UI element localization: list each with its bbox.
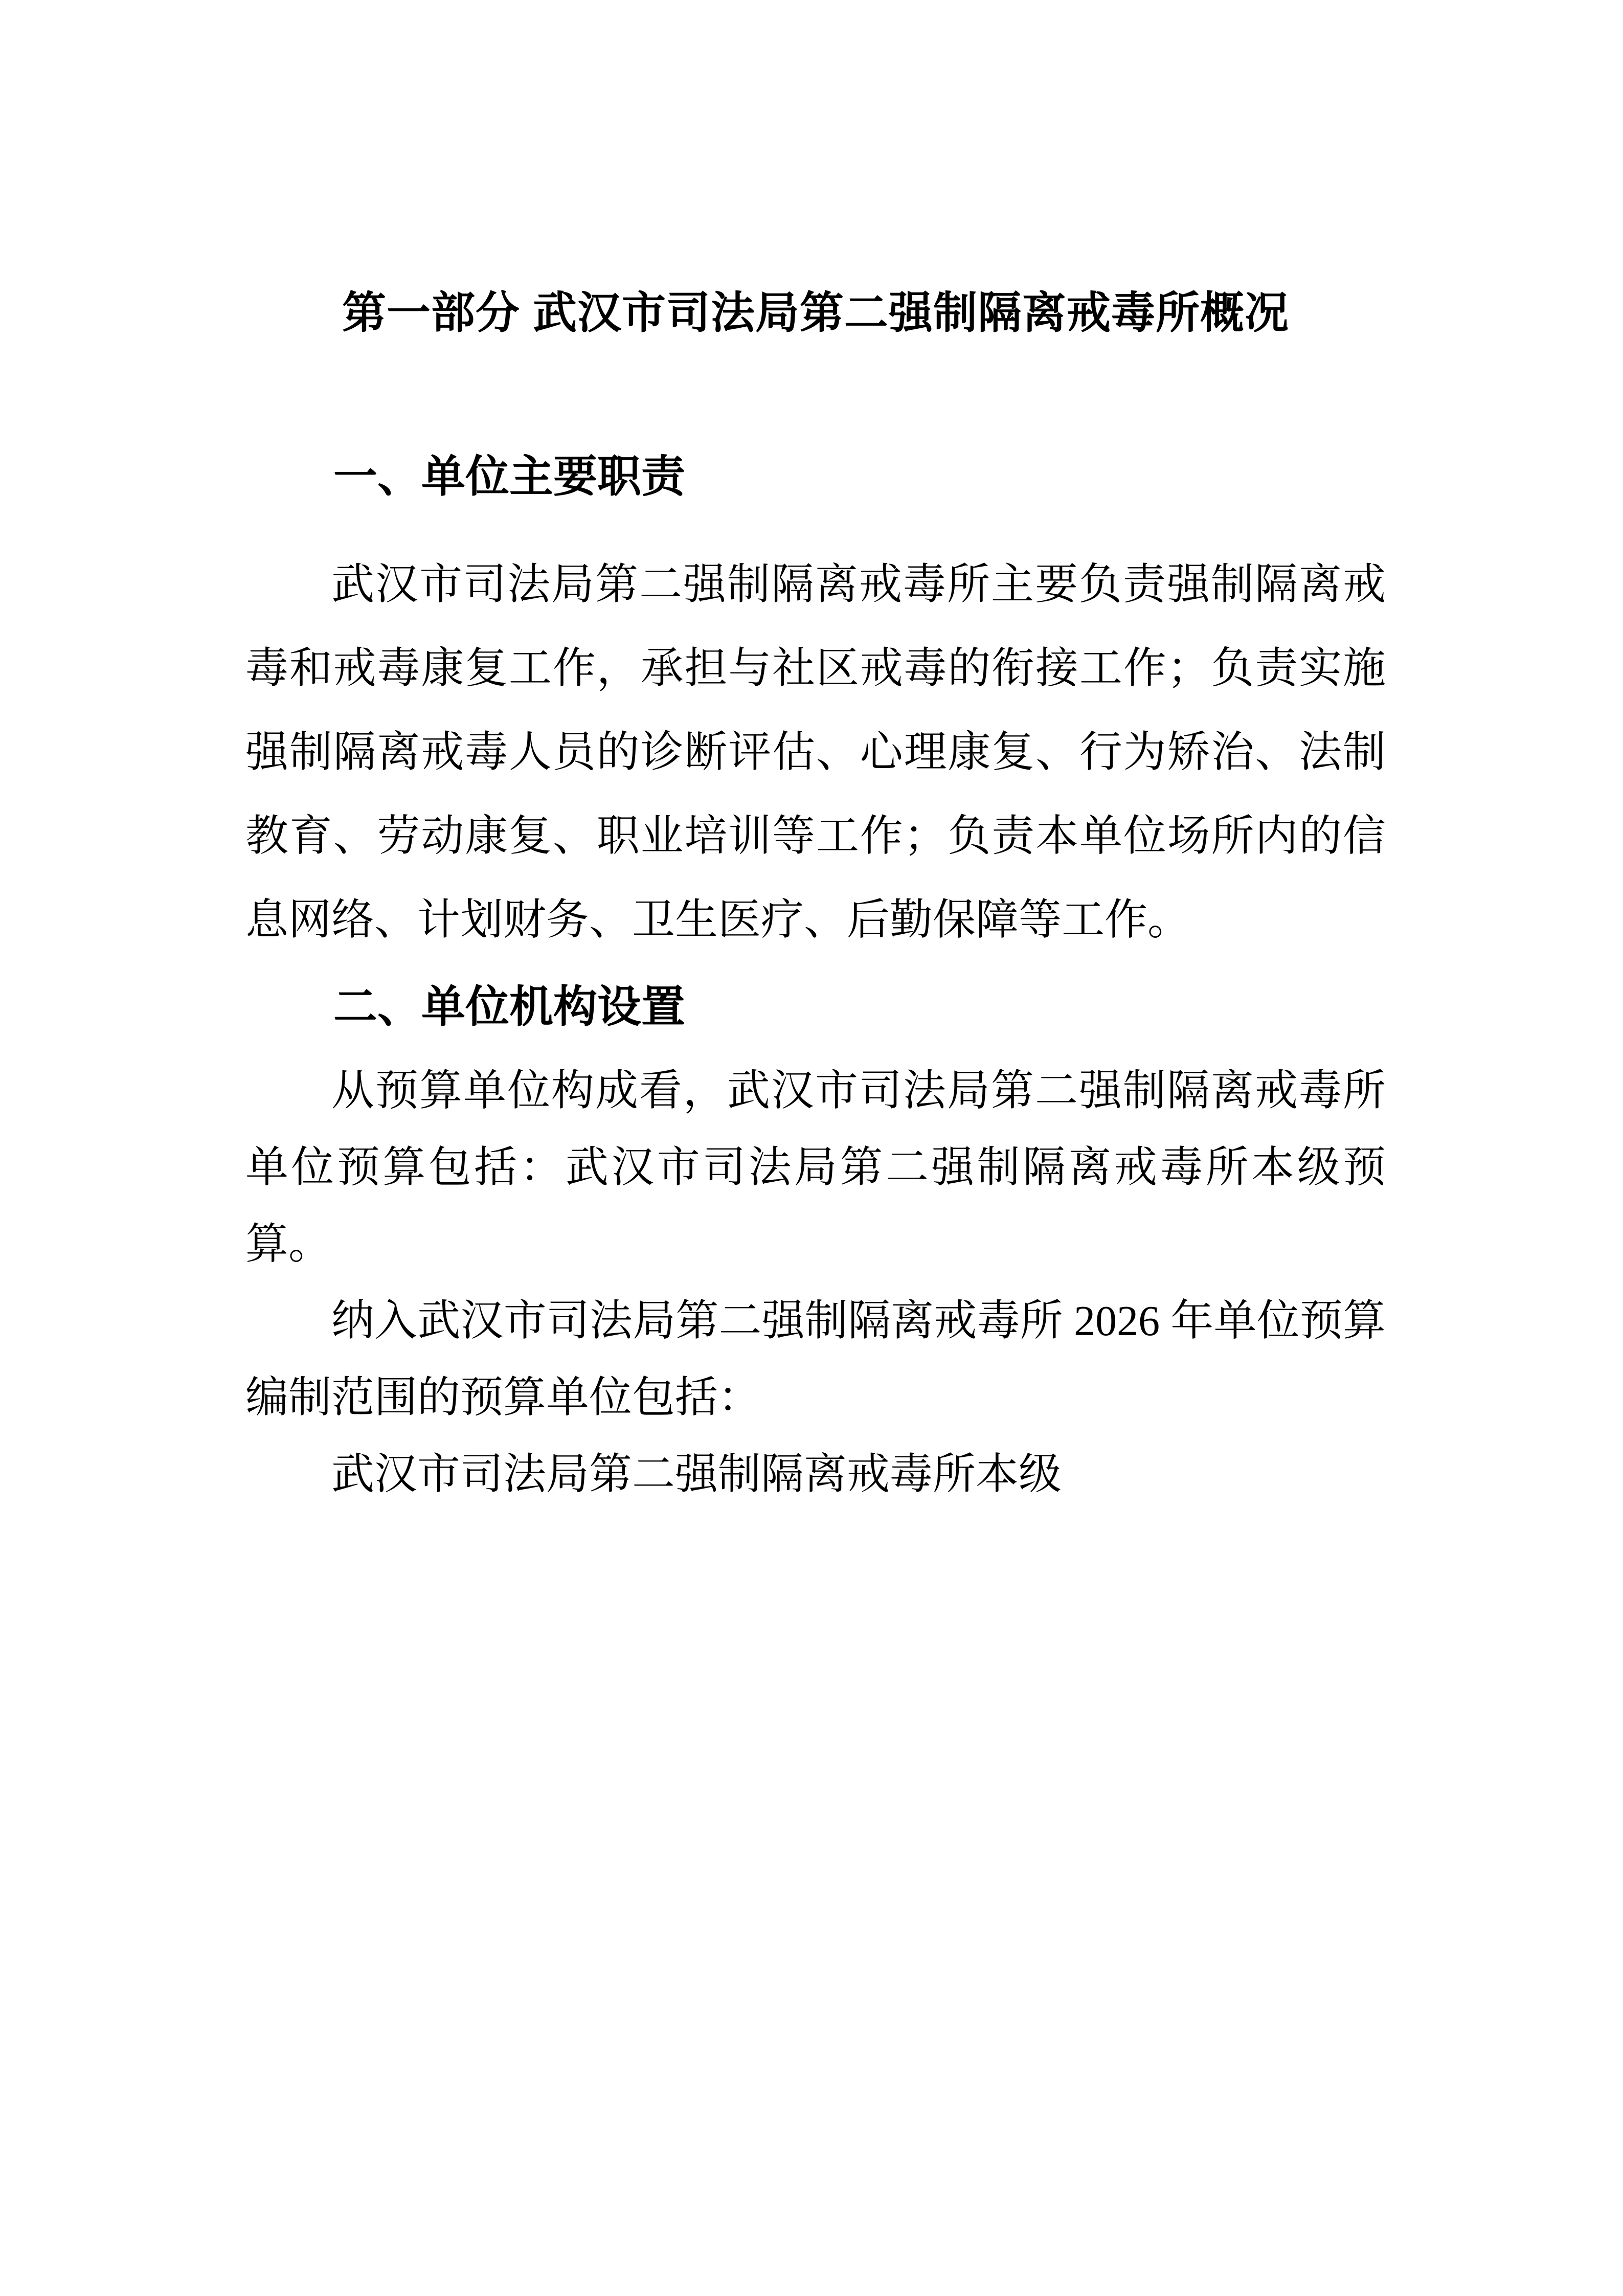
section-unit-structure	[245, 976, 1386, 1513]
paragraph-unit-duties: 武汉市司法局第二强制隔离戒毒所主要负责强制隔离戒毒和戒毒康复工作，承担与社区戒毒的衔接工作；负责实施强制隔离戒毒人员的诊断评估、心理康复、行为矫治、法制教育、劳动康复、职业培训等工作；负责本单位场所内的信息网络、计划财务、卫生医疗、后勤保障等工作。	[245, 561, 1386, 944]
section-heading-unit-structure: 二、单位机构设置	[333, 982, 685, 1031]
paragraph-budget-composition: 从预算单位构成看，武汉市司法局第二强制隔离戒毒所单位预算包括：武汉市司法局第二强制隔离戒毒所本级预算。	[245, 1067, 1386, 1268]
document-title: 第一部分 武汉市司法局第二强制隔离戒毒所概况	[342, 288, 1289, 337]
paragraph-budget-scope: 纳入武汉市司法局第二强制隔离戒毒所 2026 年单位预算编制范围的预算单位包括：	[245, 1297, 1386, 1422]
paragraph-budget-unit-item: 武汉市司法局第二强制隔离戒毒所本级	[331, 1451, 1062, 1498]
section-unit-duties	[245, 446, 1386, 962]
section-heading-unit-duties: 一、单位主要职责	[333, 452, 685, 501]
